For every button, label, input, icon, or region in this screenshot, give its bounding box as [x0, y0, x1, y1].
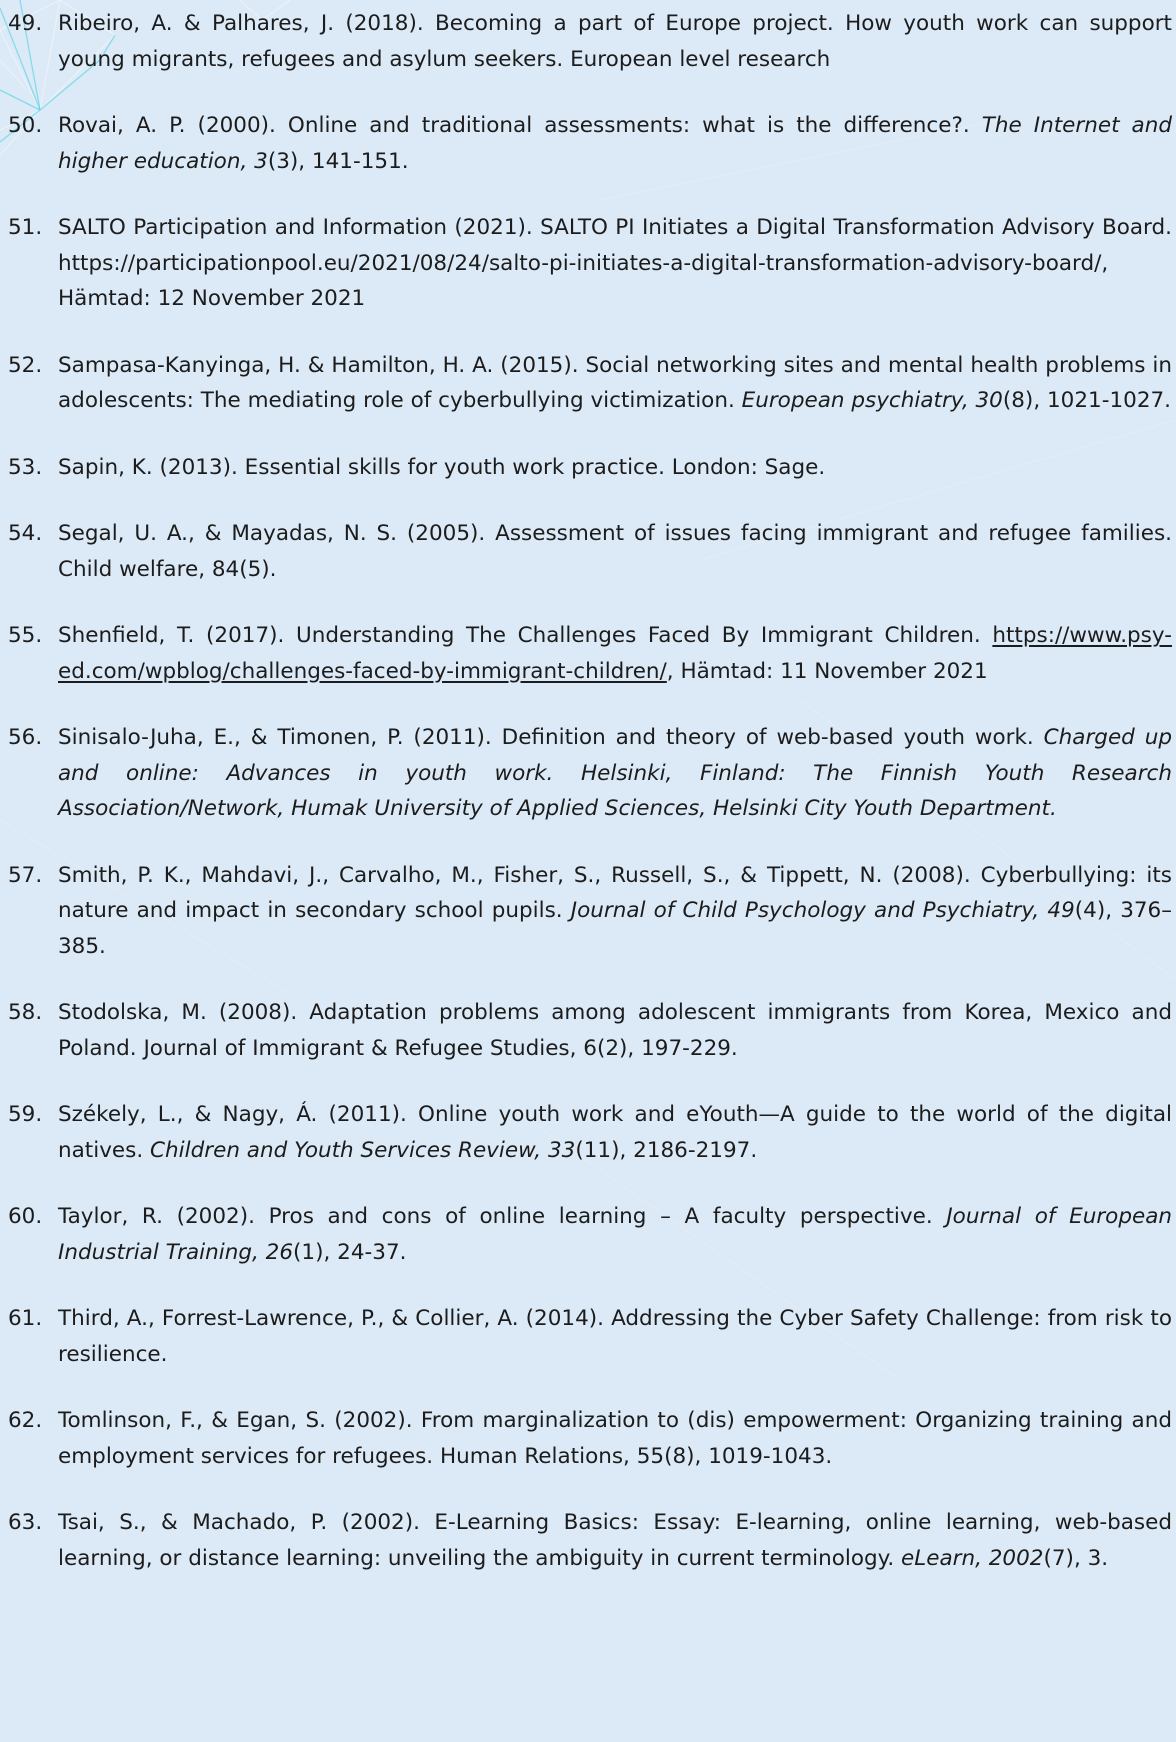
reference-segment: Sinisalo-Juha, E., & Timonen, P. (2011). Definition and theory of web-based youth work. — [58, 725, 1044, 750]
reference-number: 54. — [8, 521, 43, 546]
reference-source-title: European psychiatry, 30 — [741, 388, 1003, 413]
reference-number: 55. — [8, 623, 43, 648]
reference-segment: Ribeiro, A. & Palhares, J. (2018). Becoming a part of Europe project. How youth work can support young migrants, refugees and asylum seekers. European level research — [58, 11, 1172, 72]
reference-number: 62. — [8, 1408, 43, 1433]
reference-item — [8, 720, 1172, 827]
reference-list — [8, 6, 1172, 1607]
reference-number: 51. — [8, 215, 43, 240]
reference-segment: Rovai, A. P. (2000). Online and traditional assessments: what is the difference?. — [58, 113, 982, 138]
reference-source-title: Journal of European Industrial Training, 26 — [58, 1204, 1173, 1265]
reference-link[interactable]: https://www.psy-ed.com/wpblog/challenges-faced-by-immigrant-children/ — [58, 623, 1172, 684]
reference-segment: Taylor, R. (2002). Pros and cons of online learning – A faculty perspective. — [58, 1204, 947, 1229]
reference-segment: (8), 1021-1027. — [1002, 388, 1172, 413]
reference-item — [8, 1505, 1172, 1576]
reference-source-title: eLearn, 2002 — [901, 1545, 1044, 1571]
reference-item — [8, 995, 1172, 1066]
reference-segment: Stodolska, M. (2008). Adaptation problems among adolescent immigrants from Korea, Mexico and Poland. Journal of Immigrant & Refugee Studies, 6(2), 197-229. — [58, 1000, 1172, 1061]
reference-segment: (4), 376–385. — [58, 898, 1172, 959]
reference-number: 50. — [8, 113, 43, 138]
reference-text — [58, 1000, 1172, 1061]
reference-source-title: Journal of Child Psychology and Psychiatry, 49 — [570, 898, 1075, 923]
reference-segment: Tomlinson, F., & Egan, S. (2002). From marginalization to (dis) empowerment: Organizing training and employment services for refugees. Human Relations, 55(8), 1019-1043. — [58, 1408, 1172, 1469]
reference-number: 52. — [8, 352, 43, 378]
reference-segment: Sampasa-Kanyinga, H. & Hamilton, H. A. (2015). Social networking sites and mental health problems in adolescents: The mediating role of cyberbullying victimization. — [58, 352, 1172, 413]
reference-segment: Sapin, K. (2013). Essential skills for youth work practice. London: Sage. — [58, 454, 826, 480]
reference-item — [8, 210, 1172, 317]
reference-text — [58, 623, 1172, 684]
reference-segment: SALTO Participation and Information (2021). SALTO PI Initiates a Digital Transformation Advisory Board. https://participationpool.eu/2021/08/24/salto-pi-initiates-a-digital-transformation-advisory-board/, Hämtad: 12 November 2021 — [58, 215, 1172, 311]
reference-item — [8, 108, 1172, 179]
reference-text — [58, 455, 825, 480]
reference-item — [8, 1403, 1172, 1474]
reference-text — [58, 1204, 1172, 1265]
reference-number: 56. — [8, 725, 43, 750]
reference-text — [58, 11, 1172, 72]
reference-number: 53. — [8, 454, 43, 480]
reference-item — [8, 450, 1172, 486]
reference-text — [58, 1306, 1172, 1367]
reference-segment: Shenfield, T. (2017). Understanding The Challenges Faced By Immigrant Children. — [58, 623, 993, 648]
reference-segment: (3), 141-151. — [267, 148, 409, 174]
reference-segment: (7), 3. — [1043, 1545, 1109, 1571]
reference-source-title: Children and Youth Services Review, 33 — [150, 1137, 576, 1163]
reference-number: 63. — [8, 1510, 43, 1535]
reference-text — [58, 863, 1172, 959]
reference-text — [58, 113, 1172, 174]
reference-segment: Third, A., Forrest-Lawrence, P., & Collier, A. (2014). Addressing the Cyber Safety Challenge: from risk to resilience. — [58, 1306, 1172, 1367]
reference-item — [8, 618, 1172, 689]
reference-item — [8, 1301, 1172, 1372]
reference-segment: Székely, L., & Nagy, Á. (2011). Online youth work and eYouth—A guide to the world of the digital natives. — [58, 1102, 1172, 1163]
reference-segment: (11), 2186-2197. — [575, 1137, 758, 1163]
reference-text — [58, 353, 1172, 414]
reference-number: 61. — [8, 1306, 43, 1331]
reference-item — [8, 858, 1172, 965]
reference-number: 60. — [8, 1204, 43, 1229]
reference-segment: Smith, P. K., Mahdavi, J., Carvalho, M., Fisher, S., Russell, S., & Tippett, N. (2008). Cyberbullying: its nature and impact in secondary school pupils. — [58, 862, 1172, 923]
reference-segment: , Hämtad: 11 November 2021 — [666, 658, 988, 684]
reference-number: 49. — [8, 11, 43, 36]
reference-text — [58, 1102, 1172, 1163]
reference-number: 58. — [8, 1000, 43, 1025]
reference-item — [8, 1097, 1172, 1168]
reference-text — [58, 725, 1172, 821]
reference-text — [58, 1510, 1172, 1571]
reference-source-title: Charged up and online: Advances in youth work. Helsinki, Finland: The Finnish Youth Research Association/Network, Humak University of Applied Sciences, Helsinki City Youth Department. — [58, 725, 1172, 821]
reference-item — [8, 348, 1172, 419]
reference-text — [58, 215, 1172, 311]
reference-text — [58, 1408, 1172, 1469]
reference-item — [8, 516, 1172, 587]
reference-source-title: The Internet and higher education, 3 — [58, 113, 1173, 174]
reference-text — [58, 521, 1172, 582]
reference-segment: Tsai, S., & Machado, P. (2002). E-Learning Basics: Essay: E-learning, online learning, web-based learning, or distance learning: unveiling the ambiguity in current terminology. — [58, 1510, 1172, 1571]
reference-segment: (1), 24-37. — [293, 1239, 407, 1265]
reference-number: 59. — [8, 1102, 43, 1127]
reference-item — [8, 6, 1172, 77]
reference-item — [8, 1199, 1172, 1270]
reference-segment: Segal, U. A., & Mayadas, N. S. (2005). Assessment of issues facing immigrant and refugee families. Child welfare, 84(5). — [58, 521, 1172, 582]
reference-number: 57. — [8, 862, 43, 888]
